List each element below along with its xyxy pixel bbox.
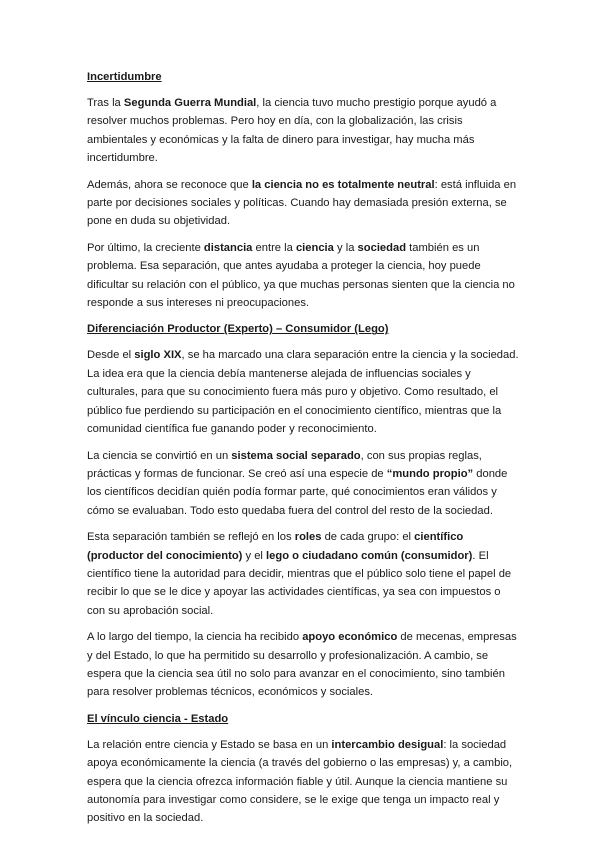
bold-term: “mundo propio” (386, 467, 474, 480)
paragraph (87, 176, 521, 231)
text-run: La relación entre ciencia y Estado se basa en un (87, 738, 332, 751)
section-heading: Incertidumbre (87, 71, 162, 83)
bold-term: roles (294, 531, 322, 544)
text-run: entre la (252, 241, 296, 254)
text-run: La ciencia se convirtió en un (87, 449, 232, 462)
text-run: : la sociedad apoya económicamente la ciencia (a través del gobierno o las empresas) y, a cambio, espera que la ciencia ofrezca información fiable y útil. Aunque la ciencia mantiene su autonomía para investigar como considere, se le exige que tenga un impacto real y positivo en la sociedad. (87, 738, 513, 825)
text-run: Tras la (87, 97, 124, 109)
bold-term: la ciencia no es totalmente neutral (251, 178, 435, 191)
text-run: , la ciencia tuvo mucho prestigio porque ayudó a resolver muchos problemas. Pero hoy en día, con la globalización, las crisis ambientales y económicas y la falta de dinero para investigar, hay mucha más incertidumbre. (87, 97, 497, 165)
text-run: y el (242, 549, 267, 562)
section-heading: El vínculo ciencia - Estado (87, 712, 229, 725)
text-run: : está influida en parte por decisiones sociales y políticas. Cuando hay demasiada presión externa, se pone en duda su objetividad. (87, 178, 517, 228)
paragraph (87, 528, 521, 620)
document-body (87, 68, 521, 836)
paragraph (87, 736, 521, 828)
bold-term: sociedad (357, 241, 407, 254)
bold-term: Segunda Guerra Mundial (123, 97, 257, 109)
bold-term: siglo XIX (134, 349, 182, 362)
paragraph (87, 94, 521, 168)
text-run: A lo largo del tiempo, la ciencia ha recibido (87, 631, 303, 644)
bold-term: apoyo económico (302, 631, 398, 644)
text-run: , se ha marcado una clara separación entre la ciencia y la sociedad. La idea era que la ciencia debía mantenerse alejada de influencias sociales y culturales, para que su conocimiento fuera más puro y objetivo. Como resultado, el público fue perdiendo su participación en el conocimiento científico, mientras que la comunidad científica fue ganando poder y reconocimiento. (87, 349, 519, 436)
text-run: . El científico tiene la autoridad para decidir, mientras que el público solo tiene el papel de recibir lo que se le dice y apoyar las actividades científicas, ya sea con impuestos o con su aprobación social. (87, 549, 512, 617)
paragraph (87, 628, 521, 702)
text-run: Esta separación también se reflejó en los (87, 531, 295, 544)
bold-term: distancia (203, 241, 253, 254)
paragraph (87, 346, 521, 438)
text-run: , con sus propias reglas, prácticas y formas de funcionar. Se creó así una especie de (87, 449, 482, 480)
text-run: y la (333, 241, 358, 254)
bold-term: ciencia (295, 241, 334, 254)
text-run: donde los científicos decidían quién podía formar parte, qué conocimientos eran válidos y cómo se evaluaban. Todo esto quedaba fuera del control del resto de la sociedad. (87, 467, 508, 517)
bold-term: lego o ciudadano común (consumidor) (266, 549, 473, 562)
paragraph (87, 239, 521, 313)
bold-term: científico (productor del conocimiento) (87, 531, 464, 562)
text-run: Además, ahora se reconoce que (87, 178, 252, 191)
paragraph (87, 447, 521, 521)
text-run: de cada grupo: el (321, 531, 415, 544)
text-run: también es un problema. Esa separación, que antes ayudaba a proteger la ciencia, hoy puede dificultar su relación con el público, ya que muchas personas sienten que la ciencia no responde a sus intereses ni preocupaciones. (87, 241, 515, 310)
bold-term: intercambio desigual (331, 738, 444, 751)
text-run: Desde el (87, 349, 135, 362)
section-heading: Diferenciación Productor (Experto) – Consumidor (Lego) (87, 323, 389, 336)
text-run: Por último, la creciente (87, 241, 204, 254)
bold-term: sistema social separado (231, 449, 361, 462)
text-run: de mecenas, empresas y del Estado, lo que ha permitido su desarrollo y profesionalización. A cambio, se espera que la ciencia sea útil no solo para avanzar en el conocimiento, sino también para resolver problemas técnicos, económicos y sociales. (87, 631, 517, 699)
